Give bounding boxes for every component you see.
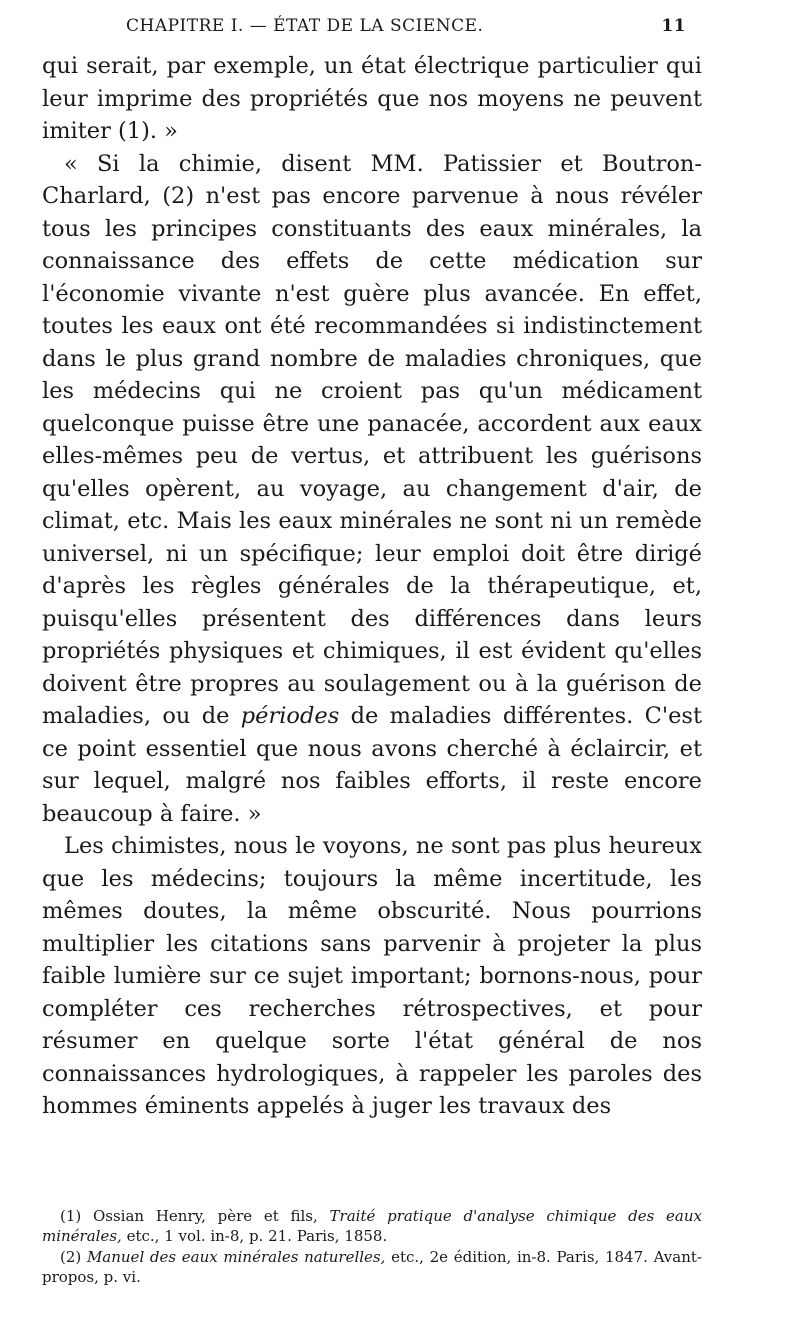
quotation-text-part-2: de maladies différentes. C'est ce point essentiel que nous avons cherché à éclaircir, et sur lequel, malgré nos faibles efforts, il reste encore beaucoup à faire. » bbox=[42, 703, 702, 827]
footnote-1-title: Traité pratique d'analyse chimique des eaux minérales, bbox=[42, 1207, 702, 1245]
footnote-2-title: Manuel des eaux minérales naturelles, bbox=[86, 1248, 386, 1266]
paragraph-commentary: Les chimistes, nous le voyons, ne sont pas plus heureux que les médecins; toujours la même incertitude, les mêmes doutes, la même obscurité. Nous pourrions multiplier les citations sans parvenir à projeter la plus faible lumière sur ce sujet important; bornons-nous, pour compléter ces recherches rétrospectives, et pour résumer en quelque sorte l'état général de nos connaissances hydrologiques, à rappeler les paroles des hommes éminents appelés à juger les travaux des bbox=[42, 833, 702, 1119]
footnote-2-marker: (2) bbox=[60, 1248, 82, 1266]
footnote-2 bbox=[42, 1247, 702, 1287]
paragraph-quotation bbox=[42, 148, 702, 831]
page-number: 11 bbox=[661, 16, 686, 36]
italic-term: périodes bbox=[240, 703, 340, 729]
running-header bbox=[126, 16, 686, 42]
footnotes bbox=[42, 1206, 702, 1288]
main-text bbox=[42, 50, 702, 1123]
footnote-1-author: (1) Ossian Henry, père et fils, bbox=[60, 1207, 318, 1225]
paragraph-continuation: qui serait, par exemple, un état électrique particulier qui leur imprime des propriétés que nos moyens ne peuvent imiter (1). » bbox=[42, 53, 702, 144]
quotation-text-part-1: « Si la chimie, disent MM. Patissier et Boutron-Charlard, (2) n'est pas encore parvenue à nous révéler tous les principes constituants des eaux minérales, la connaissance des effets de cette médication sur l'économie vivante n'est guère plus avancée. En effet, toutes les eaux ont été recommandées si indistinctement dans le plus grand nombre de maladies chroniques, que les médecins qui ne croient pas qu'un médicament quelconque puisse être une panacée, accordent aux eaux elles-mêmes peu de vertus, et attribuent les guérisons qu'elles opèrent, au voyage, au changement d'air, de climat, etc. Mais les eaux minérales ne sont ni un remède universel, ni un spécifique; leur emploi doit être dirigé d'après les règles générales de la thérapeutique, et, puisqu'elles présentent des différences dans leurs propriétés physiques et chimiques, il est évident qu'elles doivent être propres au soulagement ou à la guérison de maladies, ou de bbox=[42, 150, 702, 729]
footnote-1 bbox=[42, 1206, 702, 1246]
footnote-1-details: etc., 1 vol. in-8, p. 21. Paris, 1858. bbox=[126, 1227, 388, 1245]
running-title: CHAPITRE I. — ÉTAT DE LA SCIENCE. bbox=[126, 16, 484, 36]
footnote-2-details: etc., 2e édition, in-8. Paris, 1847. Avant-propos, p. vi. bbox=[42, 1248, 702, 1286]
